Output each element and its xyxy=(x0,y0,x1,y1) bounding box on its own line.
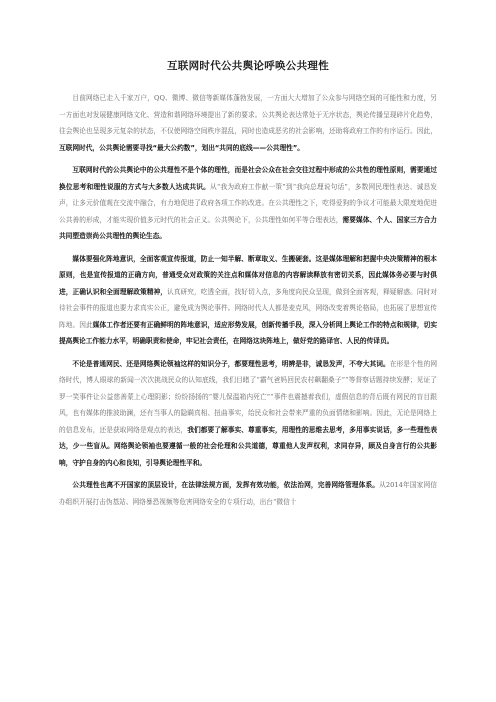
paragraph xyxy=(59,477,437,510)
bold-text-run: 不论是普通网民、还是网络舆论领袖这样的知识分子，都要理性思考，明辨是非，诚恳发声，不夸大其词。 xyxy=(72,359,390,368)
text-run: 目前网络已走入千家万户，QQ、微博、微信等新媒体蓬勃发展，一方面大大增加了公众参与网络空间的可能性和力度，另一方面也对发展健康网络文化、营造和谐网络环境提出了新的要求。公共舆论表达常处于无序状态，舆论传播呈现碎片化趋势，往会舆论也呈现多元复杂的状态，不仅使网络空间秩序混乱，同时也造成恶劣的社会影响，还助将政府工作的有序运行。因此， xyxy=(59,94,437,135)
bold-text-run: 我们都要了解事实、尊重事实，用理性的思维去思考，多用事实说话，多一些理性表达，少一些盲从。网络舆论领袖也要遵循一般的社会伦理和公共道德，尊重他人发声权利，求同存异，顾及自身言行的公共影响，守护自身的内心和良知，引导舆论理性平和。 xyxy=(59,425,438,467)
document-title: 互联网时代公共舆论呼唤公共理性 xyxy=(167,60,329,72)
bold-text-run: 媒体工作者还要有正确鲜明的阵地意识，适应形势发展，创新传播手段，深入分析网上舆论工作的特点和规律，切实提高舆论工作能力水平，明确职责和使命，牢记社会责任，在网络这块阵地上，做好党的路译官、人民的传译员。 xyxy=(59,320,438,345)
bold-text-run: 互联网时代的公共舆论中的公共理性不是个体的理性，而是社会公众在社会交往过程中形成的公共性的理性原则，需要通过换位思考和理性说服的方式与大多数人达成共识。 xyxy=(59,166,437,191)
bold-text-run: 公共理性也离不开国家的顶层设计，在法律法规方面，发挥有效功能，依法治网，完善网络管理体系。 xyxy=(72,481,380,489)
bold-text-run: 媒体要强化阵地意识，全面客观宣传报道，防止一知半解、断章取义、生搬硬套。这是媒体理解和把握中央决策精神的根本原则，也是宣传报道的正确方向，普通受众对政策的关注点和媒体对信息的内容解读释放有密切关系，因此媒体务必要与时俱进，正确认识和全面理解政策精神， xyxy=(59,254,437,296)
bold-text-run: 需要媒体、个人、国家三方合力共同塑造崇尚公共理性的舆论生态。 xyxy=(59,215,437,240)
text-run: 从2014年国家网信办组织开展打击伪基站、网络暴恐视频等危害网络安全的专项行动，出台“微信十 xyxy=(59,481,437,506)
paragraph xyxy=(59,90,437,156)
paragraph xyxy=(59,251,437,350)
text-run: 在形是个性的网络时代，博人眼球的新闻一次次挑战民众的认知底线，我们目睹了“霸气爸妈回民农村飙翻桑子”“等督察话题持续发酵；见证了罗一笑事件让公益慈善蒙上心理阴影；纷纷扬扬的“婴儿保温箱内死亡”“事件也震撼着我们，虚假信息的背后既有网民的盲目跟风，也有媒体的推波助澜，还有当事人的隐瞒真相、扭曲事实，给民众和社会带来严重的负面情绪和影响。因此，无论是网络上的信息发布，还是获取网络是观点的表达， xyxy=(59,359,438,434)
paragraph xyxy=(59,356,437,472)
text-run: 认真研究，吃透全面，找好切入点，多角度向民众呈现，做到全面客观，释疑解惑。同时对待社会事件的报道也要力求真实公正，避免成为舆论事件。网络时代人人都是麦克风，网络改变着舆论格局，也拓展了思想宣传阵地。因此 xyxy=(59,287,438,329)
document-body xyxy=(59,90,437,510)
bold-text-run: 互联网时代，公共舆论需要寻找“最大公约数”，划出“共同的底线——公共理性”。 xyxy=(59,143,304,152)
paragraph xyxy=(59,162,437,245)
text-run: 从“我为政府工作献一策”到“我向总理说句话”，多数网民理性表达、诚恳发声，让多元价值观在交流中融合，有力地促进了政府各项工作的改进。在公共理性之下，吃得爱狗的争议才可能最大限度地促进公共善的形成，才能实现价值多元时代的社会正义。公共舆论下，公共理性如何平等合理表达， xyxy=(59,182,437,224)
